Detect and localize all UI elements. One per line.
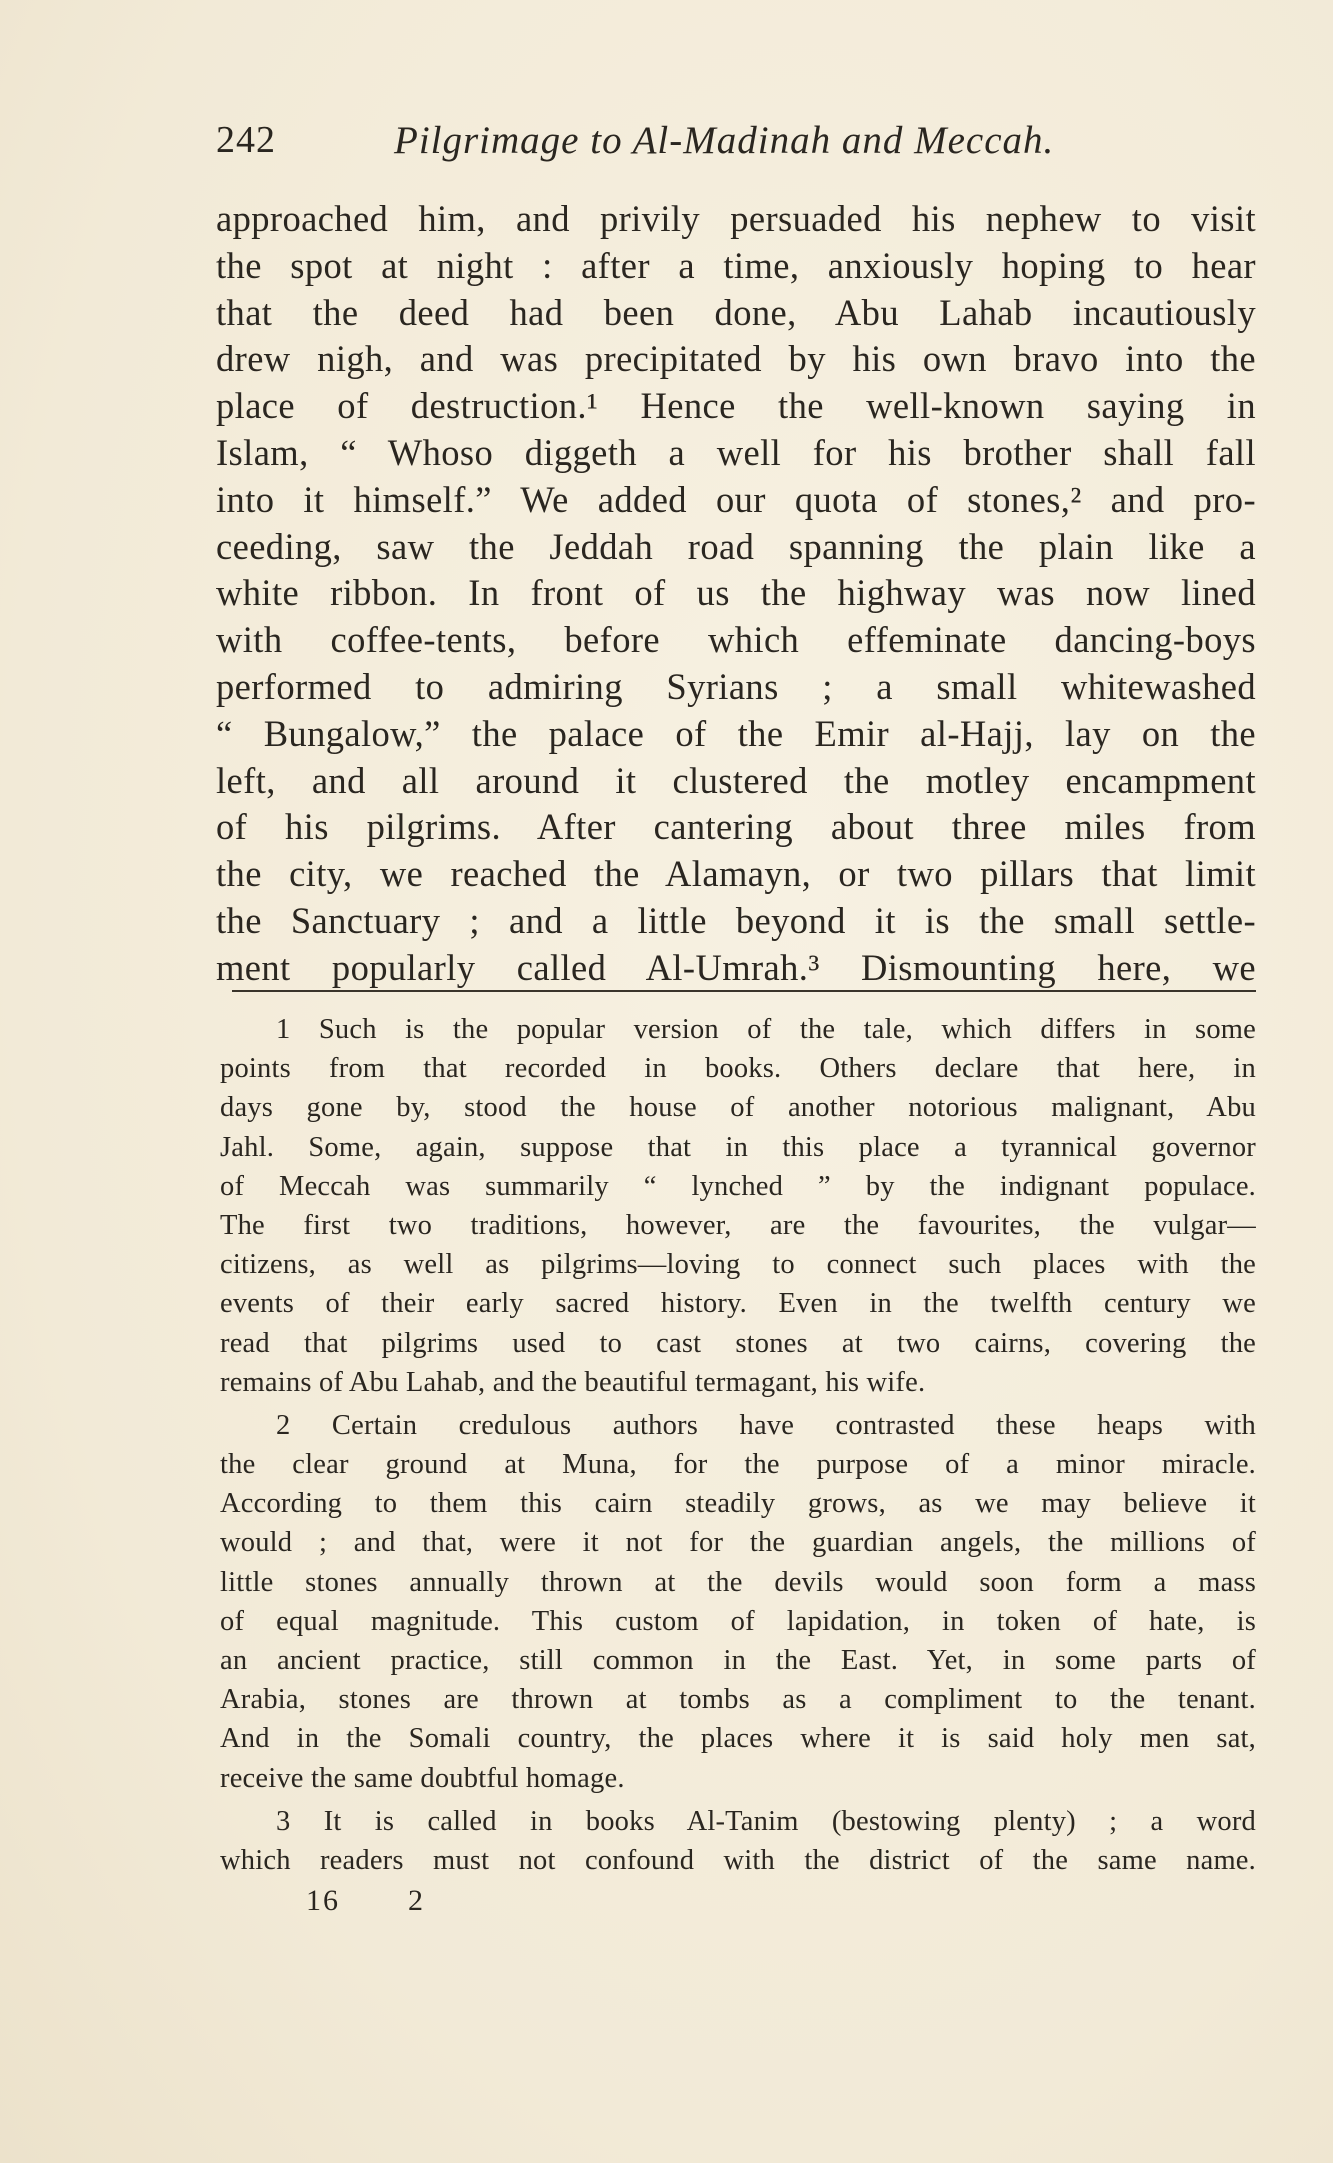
footnote-line: The first two traditions, however, are the favourites, the vulgar— — [220, 1209, 1256, 1241]
signature-gathering: 16 — [306, 1884, 340, 1917]
running-title: Pilgrimage to Al-Madinah and Meccah. — [394, 119, 1055, 162]
text-line: of his pilgrims. After cantering about three miles from — [216, 806, 1256, 848]
text-line: white ribbon. In front of us the highway was now lined — [216, 572, 1256, 614]
footnote-line: Jahl. Some, again, suppose that in this place a tyrannical governor — [220, 1131, 1256, 1163]
text-line: the Sanctuary ; and a little beyond it is the small settle- — [216, 899, 1256, 941]
footnote-line: of Meccah was summarily “ lynched ” by the indignant populace. — [220, 1170, 1256, 1202]
page-number: 242 — [216, 119, 276, 161]
footnote-line: which readers must not confound with the district of the same name. — [220, 1844, 1256, 1876]
footnote-line: would ; and that, were it not for the guardian angels, the millions of — [220, 1527, 1256, 1559]
text-line: into it himself.” We added our quota of stones,² and pro- — [216, 478, 1256, 520]
text-line: ceeding, saw the Jeddah road spanning the plain like a — [216, 525, 1256, 567]
printer-signature — [306, 1884, 493, 1918]
footnote-line: Arabia, stones are thrown at tombs as a compliment to the tenant. — [220, 1684, 1256, 1716]
text-line: that the deed had been done, Abu Lahab incautiously — [216, 291, 1256, 333]
text-line: performed to admiring Syrians ; a small whitewashed — [216, 665, 1256, 707]
footnote-line: read that pilgrims used to cast stones at two cairns, covering the — [220, 1327, 1256, 1359]
footnote-line: remains of Abu Lahab, and the beautiful termagant, his wife. — [220, 1366, 926, 1398]
signature-mark: 2 — [408, 1884, 425, 1917]
page-header — [216, 118, 1256, 168]
text-line: the spot at night : after a time, anxiously hoping to hear — [216, 244, 1256, 286]
text-line: the city, we reached the Alamayn, or two pillars that limit — [216, 853, 1256, 895]
footnote-3 — [220, 1802, 1256, 1880]
footnote-line: receive the same doubtful homage. — [220, 1762, 625, 1794]
footnote-line: And in the Somali country, the places where it is said holy men sat, — [220, 1723, 1256, 1755]
footnote-line: events of their early sacred history. Even in the twelfth century we — [220, 1288, 1256, 1320]
footnote-line: of equal magnitude. This custom of lapidation, in token of hate, is — [220, 1605, 1256, 1637]
text-line: Islam, “ Whoso diggeth a well for his brother shall fall — [216, 431, 1256, 473]
footnote-line: 1 Such is the popular version of the tale, which differs in some — [276, 1014, 1256, 1045]
text-line: place of destruction.¹ Hence the well-known saying in — [216, 385, 1256, 427]
text-line: “ Bungalow,” the palace of the Emir al-Hajj, lay on the — [216, 712, 1256, 754]
text-line: left, and all around it clustered the motley encampment — [216, 759, 1256, 801]
footnote-2 — [220, 1406, 1256, 1798]
footnote-line: an ancient practice, still common in the East. Yet, in some parts of — [220, 1645, 1256, 1676]
footnote-line: According to them this cairn steadily grows, as we may believe it — [220, 1488, 1256, 1520]
footnote-divider — [232, 990, 1256, 992]
footnote-line: 2 Certain credulous authors have contrasted these heaps with — [276, 1409, 1256, 1441]
text-line: with coffee-tents, before which effeminate dancing-boys — [216, 619, 1256, 661]
text-line: ment popularly called Al-Umrah.³ Dismounting here, we — [216, 946, 1256, 988]
footnotes — [220, 1010, 1256, 1884]
footnote-line: days gone by, stood the house of another notorious malignant, Abu — [220, 1092, 1256, 1124]
footnote-line: points from that recorded in books. Others declare that here, in — [220, 1053, 1256, 1085]
footnote-1 — [220, 1010, 1256, 1402]
footnote-line: little stones annually thrown at the devils would soon form a mass — [220, 1566, 1256, 1598]
footnote-line: 3 It is called in books Al-Tanim (bestowing plenty) ; a word — [276, 1805, 1256, 1837]
text-line: approached him, and privily persuaded his nephew to visit — [216, 198, 1256, 239]
main-text — [216, 196, 1256, 992]
footnote-line: citizens, as well as pilgrims—loving to connect such places with the — [220, 1249, 1256, 1281]
footnote-line: the clear ground at Muna, for the purpose of a minor miracle. — [220, 1449, 1256, 1481]
text-line: drew nigh, and was precipitated by his own bravo into the — [216, 338, 1256, 380]
